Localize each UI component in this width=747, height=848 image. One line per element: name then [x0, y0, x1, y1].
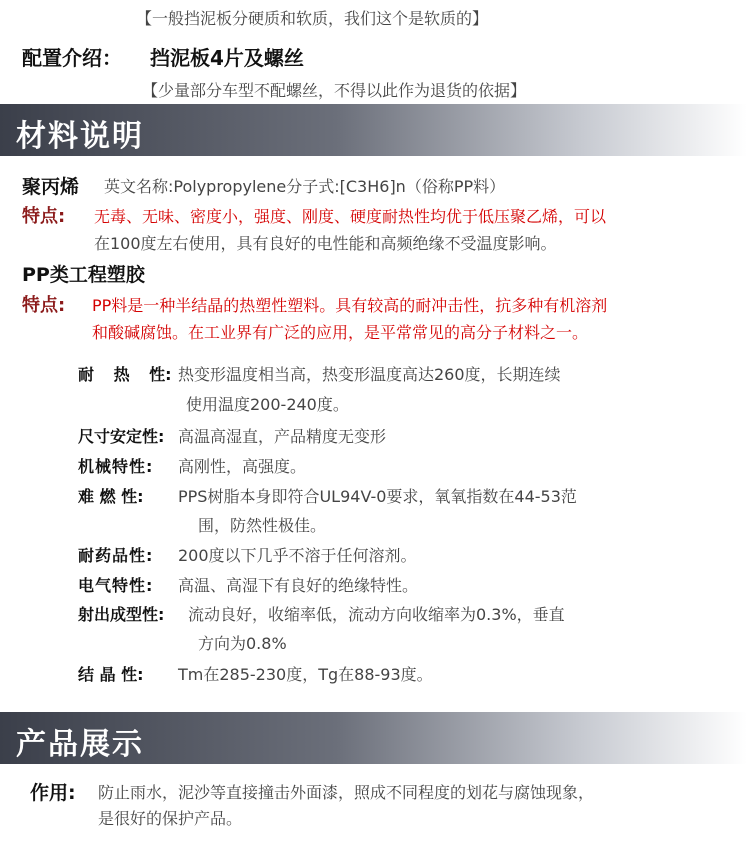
prop-label-electrical: 电气特性:	[78, 576, 154, 595]
config-note: 【少量部分车型不配螺丝，不得以此作为退货的依据】	[142, 81, 527, 100]
prop-value-molding-2: 方向为0.8%	[198, 634, 287, 653]
section-heading-materials	[0, 104, 747, 156]
prop-label-crystal: 结 晶 性:	[78, 665, 144, 684]
eng-feature-line2: 和酸碱腐蚀。在工业界有广泛的应用，是平常常见的高分子材料之一。	[92, 323, 589, 342]
usage-line1: 防止雨水，泥沙等直接撞击外面漆，照成不同程度的划花与腐蚀现象，	[98, 783, 595, 802]
pp-name: 聚丙烯	[22, 176, 80, 198]
section-heading-products	[0, 712, 747, 764]
prop-label-molding: 射出成型性:	[78, 605, 165, 624]
section-title: 产品展示	[16, 727, 144, 762]
prop-value-electrical: 高温、高湿下有良好的绝缘特性。	[178, 576, 419, 595]
pp-desc: 英文名称:Polypropylene分子式:[C3H6]n（俗称PP料）	[104, 177, 506, 196]
prop-value-heat-1: 热变形温度相当高，热变形温度高达260度，长期连续	[178, 365, 561, 384]
top-note: 【一般挡泥板分硬质和软质，我们这个是软质的】	[136, 9, 489, 28]
prop-label-flame: 难 燃 性:	[78, 487, 144, 506]
section-title: 材料说明	[16, 119, 144, 154]
config-value: 挡泥板4片及螺丝	[150, 46, 304, 70]
prop-label-dimension: 尺寸安定性:	[78, 427, 165, 446]
eng-title: PP类工程塑胶	[22, 264, 145, 286]
prop-value-heat-2: 使用温度200-240度。	[186, 395, 349, 414]
prop-value-chemical: 200度以下几乎不溶于任何溶剂。	[178, 546, 417, 565]
prop-value-crystal: Tm在285-230度，Tg在88-93度。	[178, 665, 433, 684]
usage-label: 作用:	[30, 782, 76, 804]
prop-value-mechanical: 高刚性，高强度。	[178, 457, 307, 476]
usage-line2: 是很好的保护产品。	[98, 809, 243, 828]
prop-value-dimension: 高温高湿直，产品精度无变形	[178, 427, 387, 446]
prop-label-heat: 耐 热 性:	[78, 365, 172, 384]
eng-feature-label: 特点:	[22, 295, 66, 316]
prop-value-flame-1: PPS树脂本身即符合UL94V-0要求，氧氧指数在44-53范	[178, 487, 577, 506]
prop-label-mechanical: 机械特性:	[78, 457, 154, 476]
config-label: 配置介绍：	[22, 46, 122, 70]
eng-feature-line1: PP料是一种半结晶的热塑性塑料。具有较高的耐冲击性，抗多种有机溶剂	[92, 296, 608, 315]
prop-value-molding-1: 流动良好，收缩率低，流动方向收缩率为0.3%，垂直	[188, 605, 565, 624]
pp-feature-line1: 无毒、无味、密度小，强度、刚度、硬度耐热性均优于低压聚乙烯，可以	[94, 207, 607, 226]
pp-feature-line2: 在100度左右使用，具有良好的电性能和高频绝缘不受温度影响。	[94, 234, 557, 253]
prop-label-chemical: 耐药品性:	[78, 546, 154, 565]
pp-feature-label: 特点:	[22, 206, 66, 227]
prop-value-flame-2: 围，防然性极佳。	[198, 516, 327, 535]
